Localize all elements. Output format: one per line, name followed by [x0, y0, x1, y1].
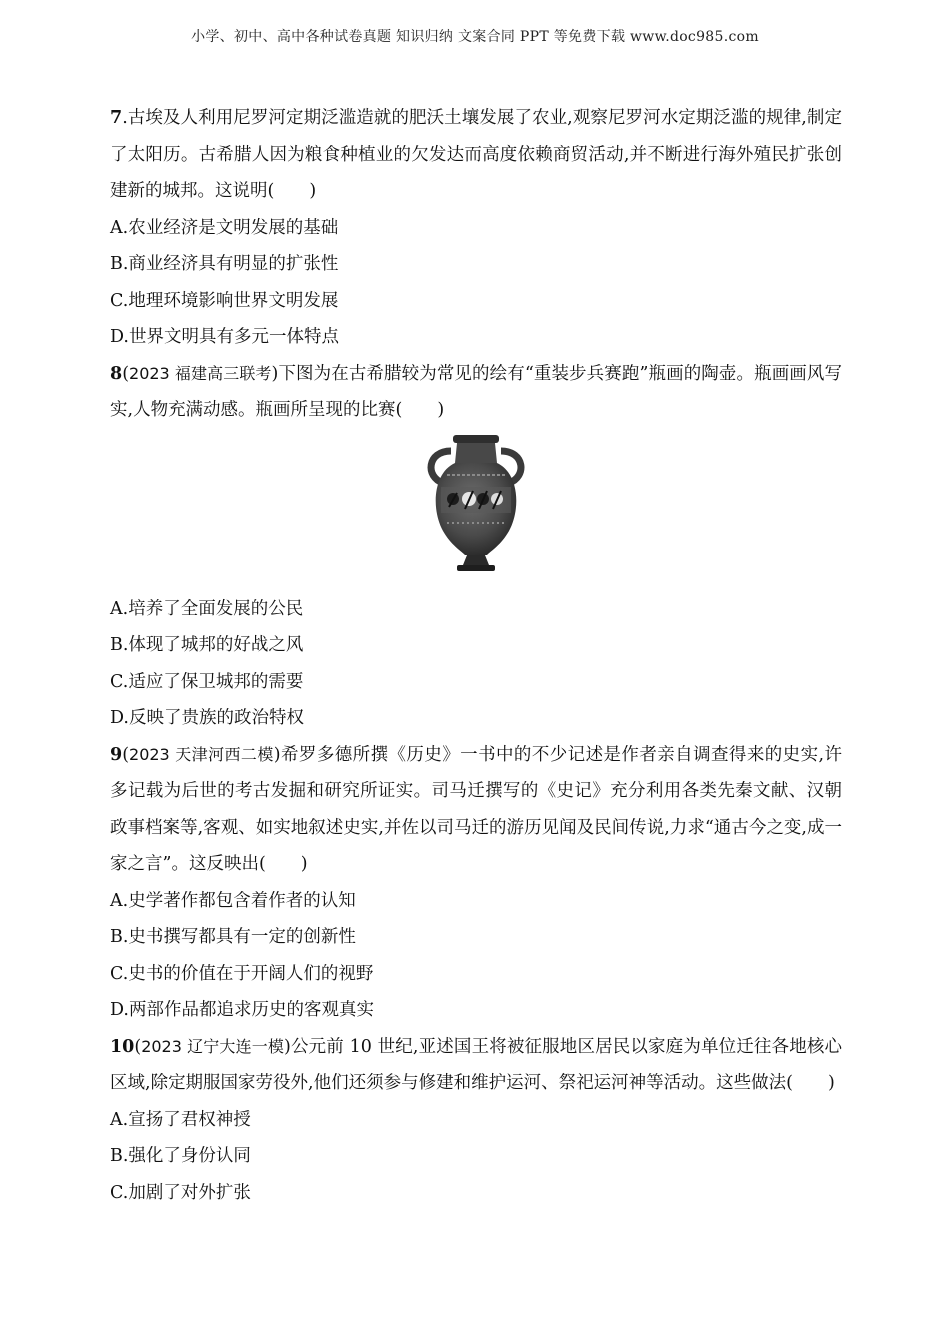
page-header: 小学、初中、高中各种试卷真题 知识归纳 文案合同 PPT 等免费下载 www.doc985.com: [191, 29, 759, 45]
question-9: [110, 737, 842, 1029]
option-b: B.史书撰写都具有一定的创新性: [110, 927, 356, 947]
question-text: 下图为在古希腊较为常见的绘有“重装步兵赛跑”瓶画的陶壶。瓶画画风写实,人物充满动感。瓶画所呈现的比赛( ): [110, 363, 842, 420]
question-source: 2023 辽宁大连一模: [141, 1036, 285, 1056]
option-c: C.适应了保卫城邦的需要: [110, 671, 304, 692]
question-source: 2023 天津河西二模: [129, 744, 274, 764]
question-stem: 10(2023 辽宁大连一模)公元前 10 世纪,亚述国王将被征服地区居民以家庭为单位迁往各地核心区域,除定期服国家劳役外,他们还须参与修建和维护运河、祭祀运河神等活动。这些做法( ): [110, 1036, 842, 1093]
question-text: 希罗多德所撰《历史》一书中的不少记述是作者亲自调查得来的史实,许多记载为后世的考古发掘和研究所证实。司马迁撰写的《史记》充分利用各类先秦文献、汉朝政事档案等,客观、如实地叙述史实,并佐以司马迁的游历见闻及民间传说,力求“通古今之变,成一家之言”。这反映出( ): [110, 744, 842, 874]
question-8: [110, 356, 842, 737]
option-d: D.两部作品都追求历史的客观真实: [110, 1000, 374, 1020]
question-10: [110, 1029, 842, 1212]
question-text: 公元前 10 世纪,亚述国王将被征服地区居民以家庭为单位迁往各地核心区域,除定期服国家劳役外,他们还须参与修建和维护运河、祭祀运河神等活动。这些做法( ): [110, 1036, 842, 1093]
question-stem: 9(2023 天津河西二模)希罗多德所撰《历史》一书中的不少记述是作者亲自调查得来的史实,许多记载为后世的考古发掘和研究所证实。司马迁撰写的《史记》充分利用各类先秦文献、汉朝政事档案等,客观、如实地叙述史实,并佐以司马迁的游历见闻及民间传说,力求“通古今之变,成一家之言”。这反映出( ): [110, 744, 842, 874]
question-stem: 8(2023 福建高三联考)下图为在古希腊较为常见的绘有“重装步兵赛跑”瓶画的陶壶。瓶画画风写实,人物充满动感。瓶画所呈现的比赛( ): [110, 363, 842, 420]
option-c: C.加剧了对外扩张: [110, 1182, 251, 1203]
question-list: [110, 100, 842, 1211]
option-d: D.世界文明具有多元一体特点: [110, 327, 339, 347]
question-stem: [110, 100, 842, 210]
option-a: A.农业经济是文明发展的基础: [110, 217, 339, 238]
question-number: 9: [110, 744, 123, 765]
question-number: 7: [110, 108, 123, 128]
option-c: C.史书的价值在于开阔人们的视野: [110, 963, 374, 984]
vase-figure: [110, 433, 842, 585]
question-7: [110, 100, 842, 356]
question-number: 10: [110, 1036, 135, 1057]
greek-amphora-image: [421, 433, 531, 581]
option-c: C.地理环境影响世界文明发展: [110, 290, 339, 311]
option-b: B.商业经济具有明显的扩张性: [110, 254, 339, 274]
option-b: B.强化了身份认同: [110, 1146, 251, 1166]
question-text: .古埃及人利用尼罗河定期泛滥造就的肥沃土壤发展了农业,观察尼罗河水定期泛滥的规律,制定了太阳历。古希腊人因为粮食种植业的欠发达而高度依赖商贸活动,并不断进行海外殖民扩张创建新的城邦。这说明( ): [110, 108, 842, 201]
option-a: A.史学著作都包含着作者的认知: [110, 890, 356, 911]
option-b: B.体现了城邦的好战之风: [110, 635, 304, 655]
option-d: D.反映了贵族的政治特权: [110, 708, 304, 728]
option-a: A.宣扬了君权神授: [110, 1109, 251, 1130]
question-source: 2023 福建高三联考: [129, 363, 272, 383]
option-a: A.培养了全面发展的公民: [110, 598, 304, 619]
question-number: 8: [110, 363, 123, 384]
